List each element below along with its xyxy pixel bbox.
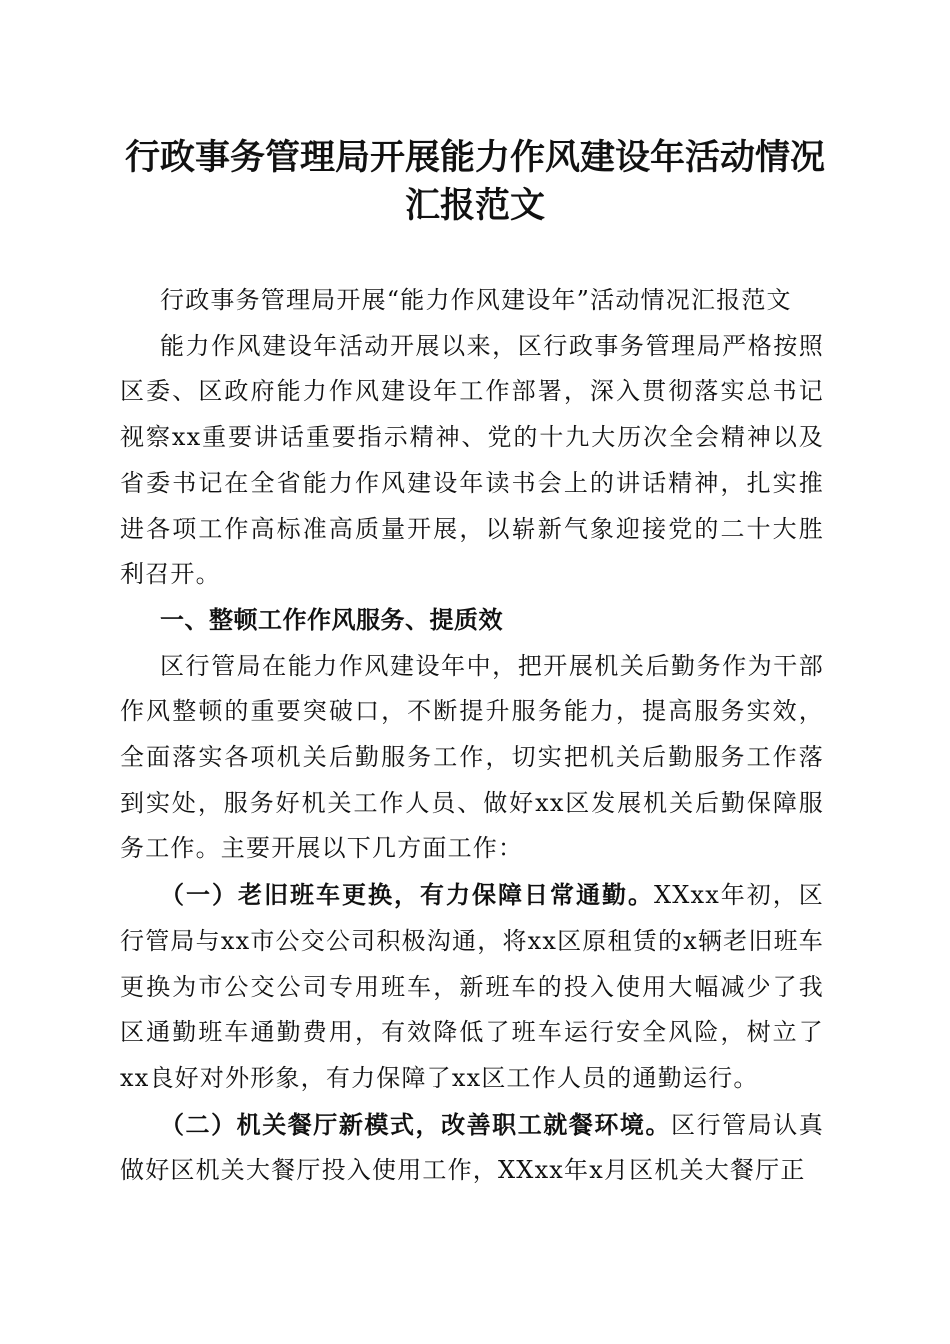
intro-paragraph: 能力作风建设年活动开展以来，区行政事务管理局严格按照区委、区政府能力作风建设年工作部署，深入贯彻落实总书记视察xx重要讲话重要指示精神、党的十九大历次全会精神以及省委书记在全省能力作风建设年读书会上的讲话精神，扎实推进各项工作高标准高质量开展，以崭新气象迎接党的二十大胜利召开。 xyxy=(120,331,824,589)
section-1-paragraph: 区行管局在能力作风建设年中，把开展机关后勤务作为干部作风整顿的重要突破口，不断提升服务能力，提高服务实效，全面落实各项机关后勤服务工作，切实把机关后勤服务工作落到实处，服务好机关工作人员、做好xx区发展机关后勤保障服务工作。主要开展以下几方面工作： xyxy=(120,651,824,863)
section-1-heading: 一、整顿工作作风服务、提质效 xyxy=(160,605,503,634)
title-line-2: 汇报范文 xyxy=(404,185,545,226)
item-2-body: 区行管局认真做好区机关大餐厅投入使用工作，XXxx年x月区机关大餐厅正 xyxy=(120,1110,825,1185)
item-1-lead: （一）老旧班车更换，有力保障日常通勤。 xyxy=(160,880,654,910)
document-title xyxy=(100,134,850,230)
item-2-lead: （二）机关餐厅新模式，改善职工就餐环境。 xyxy=(160,1109,672,1139)
title-line-1: 行政事务管理局开展能力作风建设年活动情况 xyxy=(124,137,825,178)
item-2-paragraph xyxy=(120,1102,824,1194)
subtitle-paragraph: 行政事务管理局开展“能力作风建设年”活动情况汇报范文 xyxy=(160,286,792,314)
document-body xyxy=(120,278,824,1194)
item-1-paragraph xyxy=(120,872,824,1102)
item-1-body: XXxx年初，区行管局与xx市公交公司积极沟通，将xx区原租赁的x辆老旧班车更换为市公交公司专用班车，新班车的投入使用大幅减少了我区通勤班车通勤费用，有效降低了班车运行安全风险，树立了xx良好对外形象，有力保障了xx区工作人员的通勤运行。 xyxy=(120,881,824,1092)
